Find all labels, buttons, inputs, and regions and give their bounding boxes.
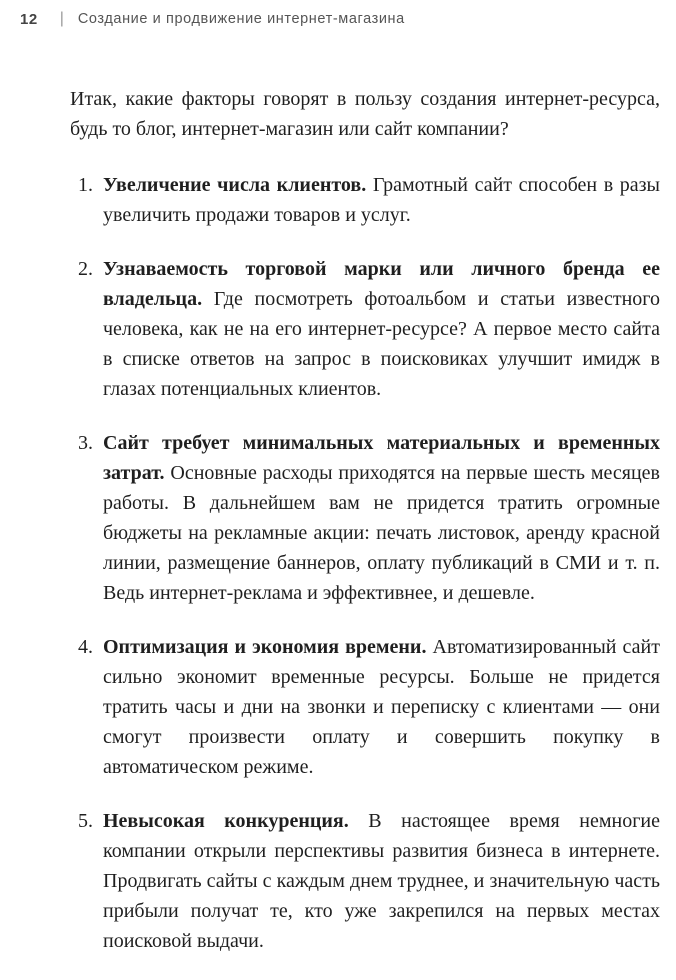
- item-text: Грамотный сайт способен в разы увеличить продажи товаров и услуг.: [103, 174, 660, 226]
- book-title: Создание и продвижение интернет-магазина: [77, 11, 405, 27]
- header-separator: |: [59, 10, 64, 27]
- item-text: Основные расходы приходятся на первые шесть месяцев работы. В дальнейшем вам не придется тратить огромные бюджеты на рекламные акции: печать листовок, аренду красной линии, размещение баннеров, оплату публикаций в СМИ и т. п. Ведь интернет-реклама и эффективнее, и дешевле.: [103, 462, 660, 604]
- list-item: [70, 632, 660, 782]
- item-heading: Узнаваемость торговой марки или личного бренда ее владельца.: [103, 258, 660, 310]
- item-heading: Сайт требует минимальных материальных и временных затрат.: [103, 432, 660, 484]
- page-number: 12: [20, 10, 38, 28]
- item-heading: Оптимизация и экономия времени.: [103, 636, 427, 658]
- item-heading: Невысокая конкуренция.: [103, 810, 349, 832]
- item-heading: Увеличение числа клиентов.: [103, 174, 367, 196]
- item-text: Где посмотреть фотоальбом и статьи известного человека, как не на его интернет-ресурсе? А первое место сайта в списке ответов на запрос в поисковиках улучшит имидж в глазах потенциальных клиентов.: [103, 288, 660, 400]
- list-item: [70, 170, 660, 230]
- list-number: 2.: [78, 258, 93, 280]
- intro-paragraph: Итак, какие факторы говорят в пользу создания интернет-ресурса, будь то блог, интернет-магазин или сайт компании?: [70, 88, 660, 140]
- list-number: 3.: [78, 432, 93, 454]
- list-item: [70, 254, 660, 404]
- factors-list: [70, 170, 660, 956]
- list-item: [70, 428, 660, 608]
- item-text: Автоматизированный сайт сильно экономит временные ресурсы. Больше не придется тратить часы и дни на звонки и переписку с клиентами — они смогут произвести оплату и совершить покупку в автоматическом режиме.: [103, 636, 660, 778]
- list-number: 4.: [78, 636, 93, 658]
- item-text: В настоящее время немногие компании открыли перспективы развития бизнеса в интернете. Продвигать сайты с каждым днем труднее, и значительную часть прибыли получат те, кто уже закрепился на первых местах поисковой выдачи.: [103, 810, 660, 952]
- list-item: [70, 806, 660, 956]
- list-number: 1.: [78, 174, 93, 196]
- list-number: 5.: [78, 810, 93, 832]
- page-body: [70, 84, 660, 980]
- running-head: [20, 6, 405, 32]
